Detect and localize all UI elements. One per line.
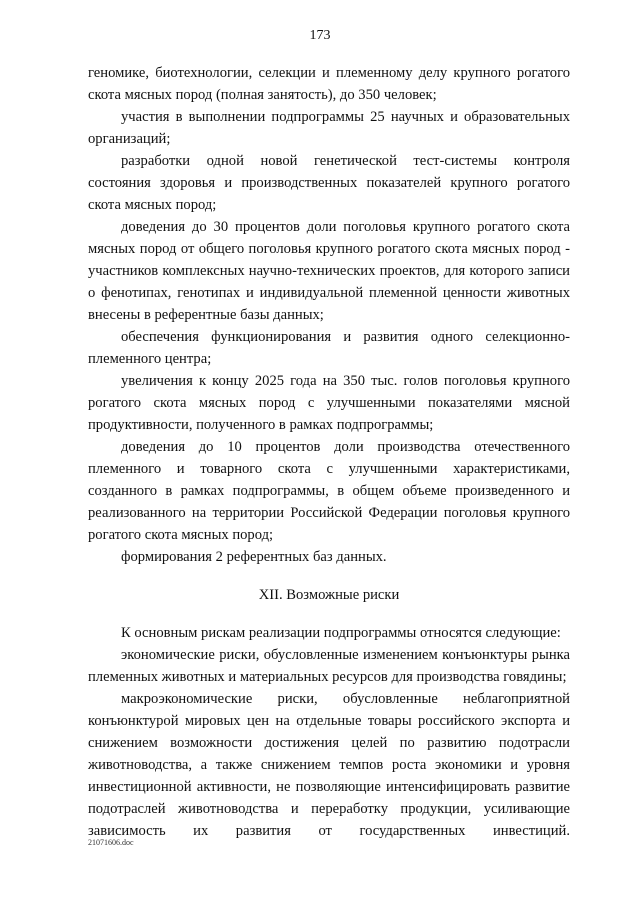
- paragraph: К основным рискам реализации подпрограммы относятся следующие:: [121, 625, 561, 641]
- paragraph: геномике, биотехнологии, селекции и племенному делу крупного рогатого скота мясных пород (полная занятость), до 350 человек;: [88, 65, 570, 103]
- page-number: 173: [309, 28, 331, 43]
- document-filename: 21071606.doc: [88, 838, 134, 847]
- document-body: [88, 62, 570, 842]
- paragraph: обеспечения функционирования и развития одного селекционно-племенного центра;: [88, 329, 570, 367]
- paragraph: доведения до 10 процентов доли производства отечественного племенного и товарного скота с улучшенными характеристиками, созданного в рамках подпрограммы, в общем объеме произведенного и реализованного на территории Российской Федерации поголовья крупного рогатого скота мясных пород;: [88, 439, 570, 543]
- paragraph: увеличения к концу 2025 года на 350 тыс. голов поголовья крупного рогатого скота мясных пород с улучшенными показателями мясной продуктивности, полученного в рамках подпрограммы;: [88, 373, 570, 433]
- paragraph: экономические риски, обусловленные изменением конъюнктуры рынка племенных животных и материальных ресурсов для производства говядины;: [88, 647, 570, 685]
- paragraph: разработки одной новой генетической тест-системы контроля состояния здоровья и производственных показателей крупного рогатого скота мясных пород;: [88, 153, 570, 213]
- paragraph: доведения до 30 процентов доли поголовья крупного рогатого скота мясных пород от общего поголовья крупного рогатого скота мясных пород - участников комплексных научно-технических проектов, для которого записи о фенотипах, генотипах и индивидуальной племенной ценности животных внесены в референтные базы данных;: [88, 219, 570, 323]
- paragraph: макроэкономические риски, обусловленные неблагоприятной конъюнктурой мировых цен на отдельные товары российского экспорта и снижением возможности достижения целей по развитию подотрасли животноводства, а также снижением темпов роста экономики и уровня инвестиционной активности, не позволяющие интенсифицировать развитие подотраслей животноводства и переработку продукции, усиливающие зависимость их развития от государственных инвестиций.: [88, 691, 570, 839]
- paragraph: формирования 2 референтных баз данных.: [121, 549, 387, 565]
- paragraph: участия в выполнении подпрограммы 25 научных и образовательных организаций;: [88, 109, 570, 147]
- section-heading: XII. Возможные риски: [258, 587, 400, 603]
